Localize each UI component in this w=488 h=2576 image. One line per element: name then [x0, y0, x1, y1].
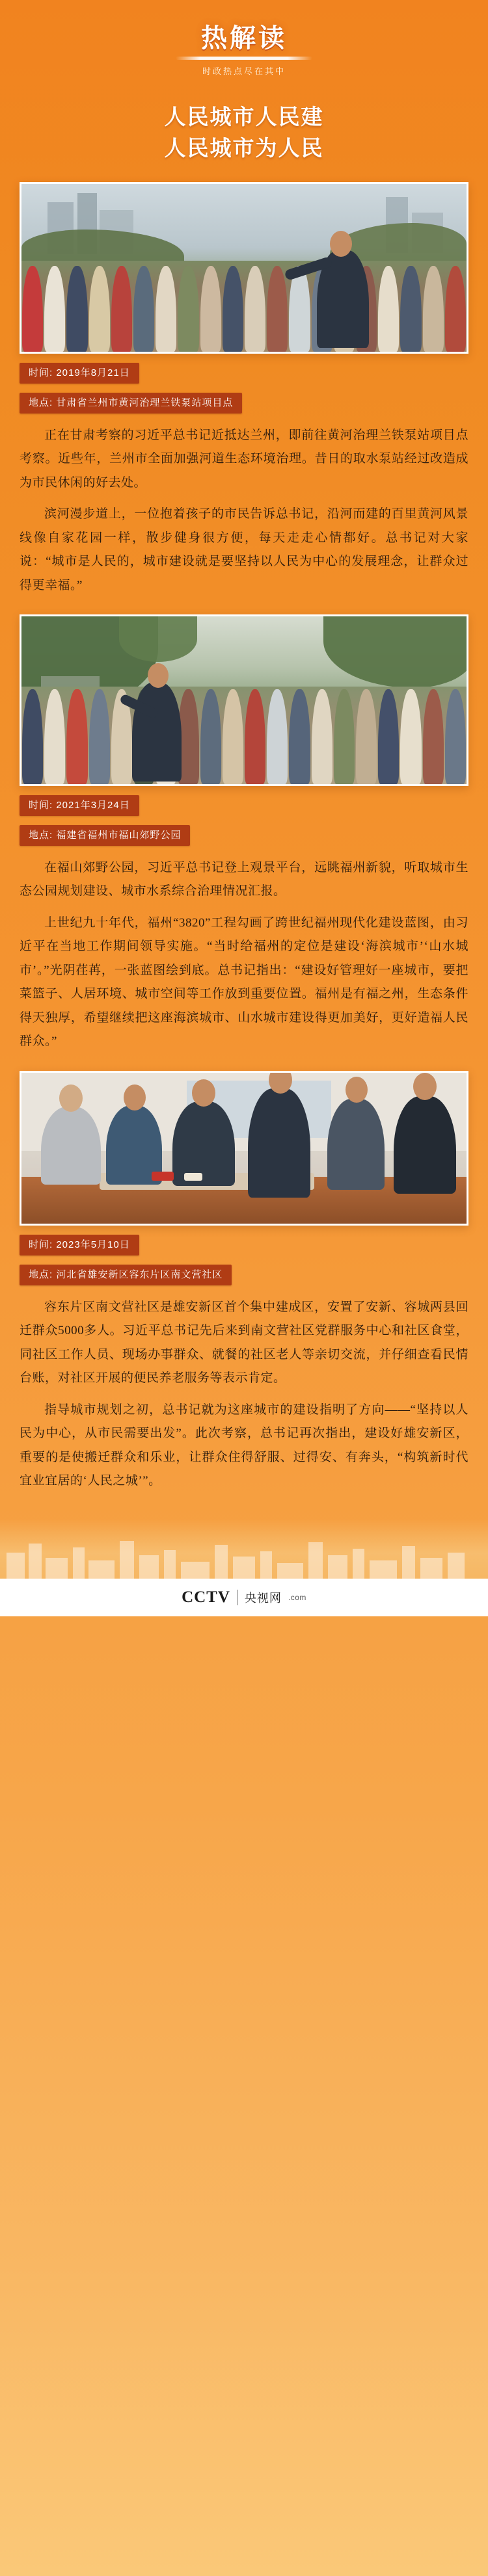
cctv-brand-domain: .com [288, 1593, 306, 1603]
brand-subtitle: 时政热点尽在其中 [202, 66, 286, 76]
place-tag: 地点: 福建省福州市福山郊野公园 [20, 825, 190, 846]
photo-frame [20, 182, 468, 354]
paragraph: 容东片区南文营社区是雄安新区首个集中建成区，安置了安新、容城两县回迁群众5000多人。习近平总书记先后来到南文营社区党群服务中心和社区食堂，同社区工作人员、现场办事群众、就餐的社区老人等亲切交流，并仔细查看民情台账，对社区开展的便民养老服务等表示肯定。 [20, 1300, 468, 1386]
page-footer [0, 1519, 488, 1616]
paragraph: 上世纪九十年代，福州“3820”工程勾画了跨世纪福州现代化建设蓝图，由习近平在当地工作期间领导实施。“当时给福州的定位是建设‘海滨城市’‘山水城市’。”光阴荏苒，一张蓝图绘到底。总书记指出：“建设好管理好一座城市，要把菜篮子、人居环境、城市空间等工作放到重要位置。福州是有福之州，生态条件得天独厚，希望继续把这座海滨城市、山水城市建设得更加美好，更好造福人民群众。” [20, 915, 468, 1049]
page-title-line-1: 人民城市人民建 [164, 106, 324, 129]
photo-frame [20, 1071, 468, 1226]
photo-xiongan-rongdong-nanwenying-community [21, 1073, 467, 1224]
section-body [20, 424, 468, 598]
time-tag: 时间: 2023年5月10日 [20, 1235, 139, 1255]
section-body [20, 856, 468, 1054]
place-row [20, 825, 468, 846]
page-title-line-2: 人民城市为人民 [164, 137, 324, 161]
paragraph: 滨河漫步道上，一位抱着孩子的市民告诉总书记，沿河而建的百里黄河风景线像自家花园一样，散步健身很方便，每天走走心情都好。总书记对大家说：“城市是人民的，城市建设就是要坚持以人民为中心的发展理念，让群众过得更幸福。” [20, 507, 468, 592]
page-header [0, 0, 488, 165]
section-fuzhou [0, 614, 488, 1054]
time-row [20, 1235, 468, 1255]
section-body [20, 1296, 468, 1493]
photo-frame [20, 614, 468, 786]
logo-divider [237, 1590, 238, 1605]
paragraph: 正在甘肃考察的习近平总书记近抵达兰州，即前往黄河治理兰铁泵站项目点考察。近些年，兰州市全面加强河道生态环境治理。昔日的取水泵站经过改造成为市民休闲的好去处。 [20, 428, 468, 490]
meta-block [20, 1235, 468, 1285]
meta-block [20, 363, 468, 414]
footer-logo-bar [0, 1579, 488, 1616]
place-tag: 地点: 甘肃省兰州市黄河治理兰铁泵站项目点 [20, 393, 242, 414]
paragraph: 指导城市规划之初，总书记就为这座城市的建设指明了方向——“坚持以人民为中心，从市民需要出发”。此次考察，总书记再次指出，建设好雄安新区，重要的是使搬迁群众和乐业，让群众住得舒服、过得安、有奔头，“构筑新时代宜业宜居的‘人民之城’”。 [20, 1402, 468, 1488]
place-row [20, 393, 468, 414]
skyline-decoration [0, 1533, 488, 1579]
cctv-brand-cn: 央视网 [244, 1592, 282, 1605]
photo-lanzhou-yellow-river-pumping-station [21, 184, 467, 352]
time-tag: 时间: 2021年3月24日 [20, 795, 139, 816]
page-title [0, 103, 488, 165]
brand-underline-decoration [176, 57, 312, 60]
place-tag: 地点: 河北省雄安新区容东片区南文营社区 [20, 1265, 232, 1285]
meta-block [20, 795, 468, 846]
photo-fuzhou-fushan-suburban-park [21, 616, 467, 784]
brand-title: 热解读 [201, 23, 287, 53]
section-lanzhou [0, 182, 488, 598]
place-row [20, 1265, 468, 1285]
time-row [20, 363, 468, 384]
section-xiongan [0, 1071, 488, 1493]
brand-badge [164, 22, 324, 81]
paragraph: 在福山郊野公园，习近平总书记登上观景平台，远眺福州新貌，听取城市生态公园规划建设、城市水系综合治理情况汇报。 [20, 860, 468, 899]
cctv-logo: CCTV [182, 1588, 230, 1607]
time-row [20, 795, 468, 816]
time-tag: 时间: 2019年8月21日 [20, 363, 139, 384]
